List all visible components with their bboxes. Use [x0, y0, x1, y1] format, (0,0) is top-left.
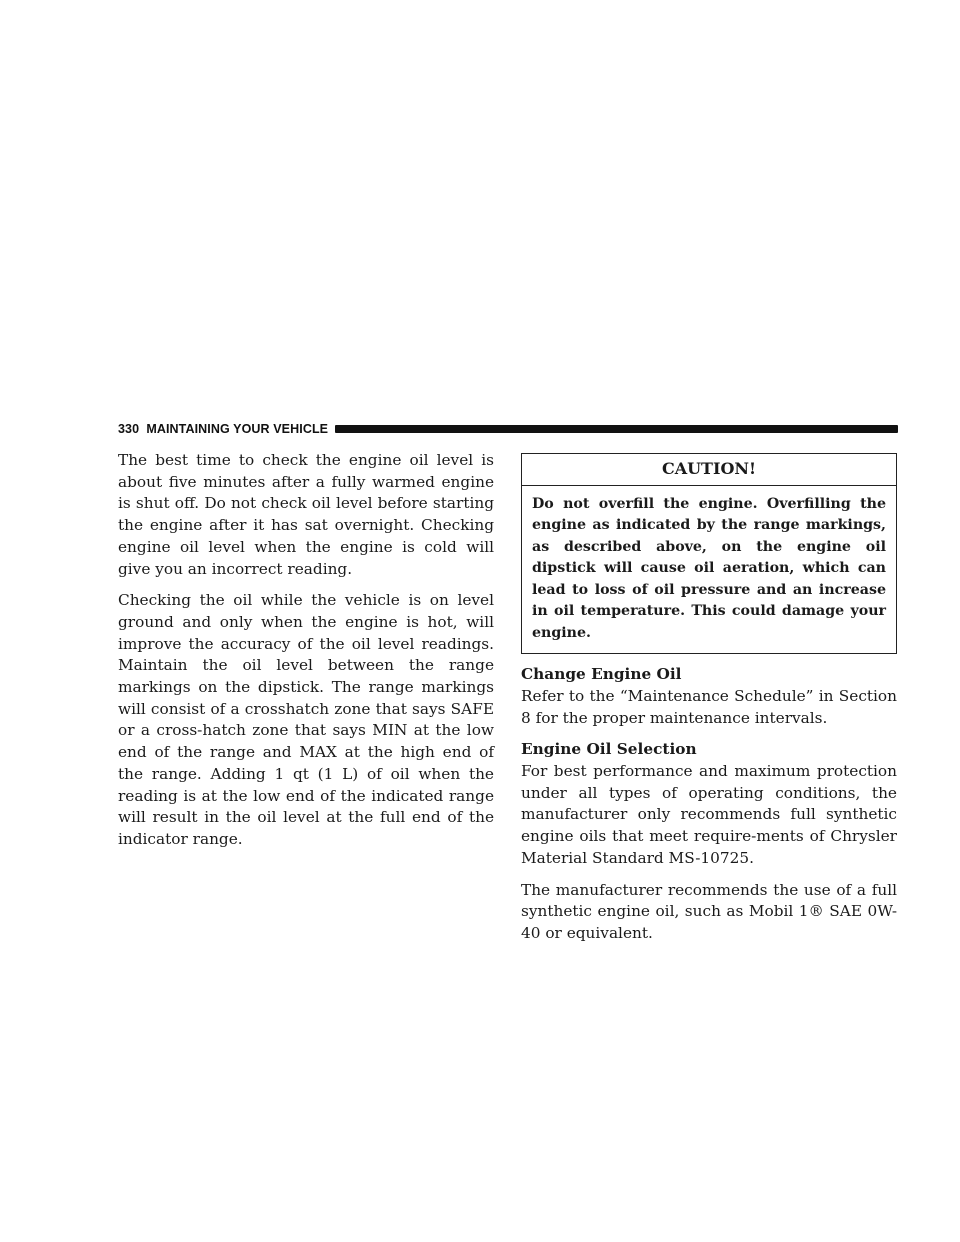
- paragraph-oil-check-accuracy: Checking the oil while the vehicle is on level ground and only when the engine is hot, will improve the accuracy of the oil level readings. Maintain the oil level between the range markings on the dipstick. The range markings will consist of a crosshatch zone that says SAFE or a cross-hatch zone that says MIN at the low end of the range and MAX at the high end of the range. Adding 1 qt (1 L) of oil when the reading is at the low end of the indicated range will result in the oil level at the full end of the indicator range.: [118, 591, 494, 848]
- caution-box: [521, 453, 897, 654]
- caution-body: Do not overfill the engine. Overfilling the engine as indicated by the range markings, as described above, on the engine oil dipstick will cause oil aeration, which can lead to loss of oil pressure and an increase in oil temperature. This could damage your engine.: [532, 495, 886, 641]
- paragraph-oil-selection-recommendation: The manufacturer recommends the use of a full synthetic engine oil, such as Mobil 1® SAE 0W-40 or equivalent.: [521, 880, 897, 942]
- header-rule: [335, 425, 898, 433]
- left-column: [118, 450, 494, 861]
- page-header: [118, 421, 898, 437]
- caution-title: CAUTION!: [522, 458, 896, 486]
- paragraph-oil-selection-performance: For best performance and maximum protection under all types of operating conditions, the manufacturer only recommends full synthetic engine oils that meet require-ments of Chrysler Material Standard MS-10725.: [521, 762, 897, 867]
- paragraph-change-engine-oil: Refer to the “Maintenance Schedule” in Section 8 for the proper maintenance intervals.: [521, 686, 897, 727]
- right-column: [521, 453, 897, 955]
- page-header-text: [118, 422, 328, 436]
- paragraph-oil-check-timing: The best time to check the engine oil level is about five minutes after a fully warmed engine is shut off. Do not check oil level before starting the engine after it has sat overnight. Checking engine oil level when the engine is cold will give you an incorrect reading.: [118, 451, 494, 578]
- page-number: 330: [118, 422, 140, 436]
- heading-engine-oil-selection: Engine Oil Selection: [521, 740, 697, 759]
- section-title: MAINTAINING YOUR VEHICLE: [146, 422, 329, 436]
- heading-change-engine-oil: Change Engine Oil: [521, 665, 682, 684]
